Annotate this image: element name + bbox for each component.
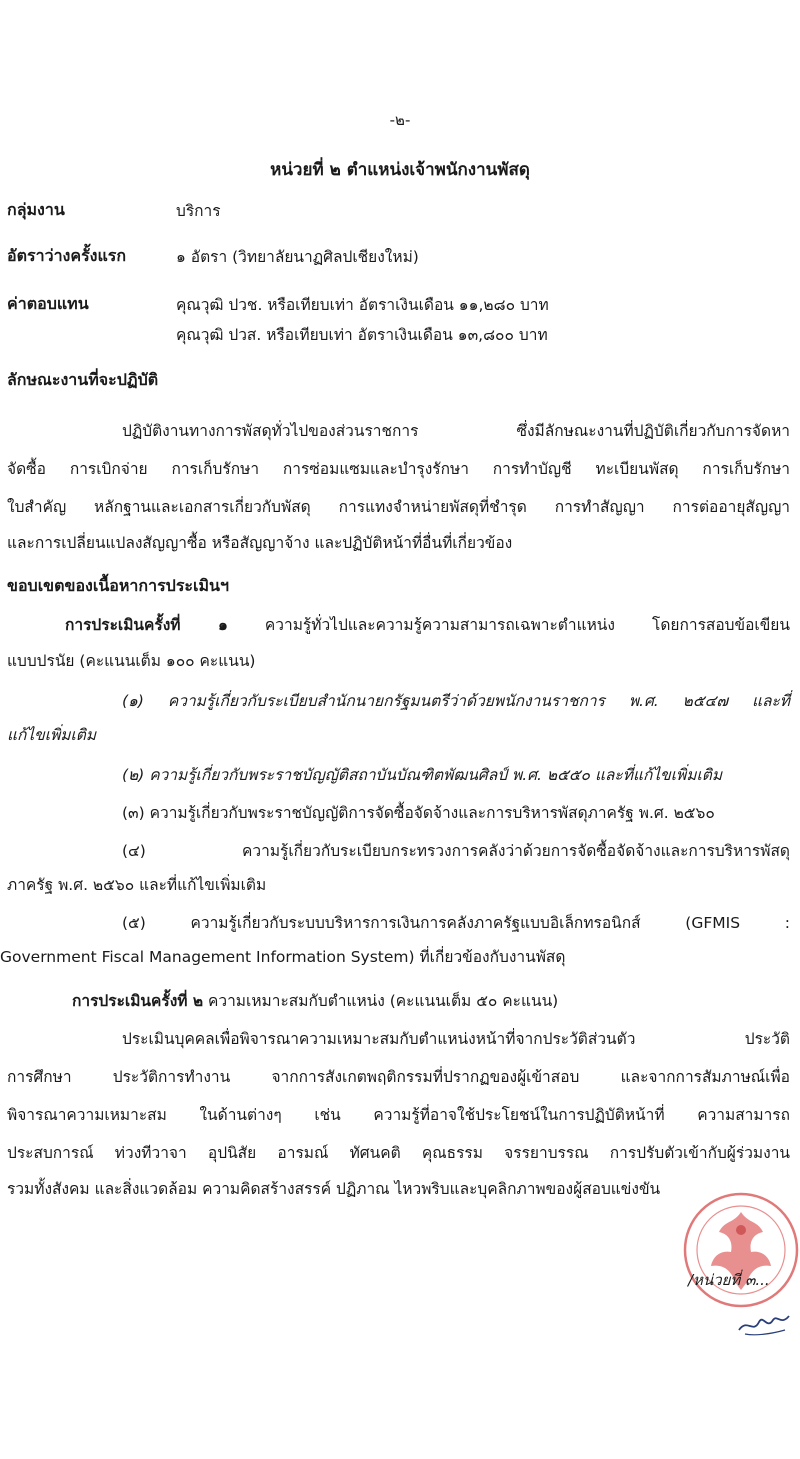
round1-text: ความรู้ทั่วไปและความรู้ความสามารถเฉพาะตำแหน่ง โดยการสอบข้อเขียน <box>227 616 790 634</box>
duties-heading: ลักษณะงานที่จะปฏิบัติ <box>7 370 159 389</box>
scope-item-5: (๕) ความรู้เกี่ยวกับระบบบริหารการเงินการคลังภาครัฐแบบอิเล็กทรอนิกส์ (GFMIS : <box>122 914 790 932</box>
scope-item-1-cont: แก้ไขเพิ่มเติม <box>7 726 97 744</box>
vacancy-value: ๑ อัตรา (วิทยาลัยนาฏศิลปเชียงใหม่) <box>176 248 419 266</box>
round2-body-line: การศึกษา ประวัติการทำงาน จากการสังเกตพฤติกรรมที่ปรากฏของผู้เข้าสอบ และจากการสัมภาษณ์เพื่อ <box>7 1068 790 1086</box>
round1-line-2: แบบปรนัย (คะแนนเต็ม ๑๐๐ คะแนน) <box>7 652 256 670</box>
signature-icon <box>735 1300 795 1340</box>
pay-line-1: คุณวุฒิ ปวช. หรือเทียบเท่า อัตราเงินเดือน ๑๑,๒๘๐ บาท <box>176 296 549 314</box>
round1-line <box>65 612 790 637</box>
duties-line: และการเปลี่ยนแปลงสัญญาซื้อ หรือสัญญาจ้าง และปฏิบัติหน้าที่อื่นที่เกี่ยวข้อง <box>7 534 513 552</box>
scope-item-4-cont: ภาครัฐ พ.ศ. ๒๕๖๐ และที่แก้ไขเพิ่มเติม <box>7 876 267 894</box>
round2-body-line: รวมทั้งสังคม และสิ่งแวดล้อม ความคิดสร้างสรรค์ ปฏิภาณ ไหวพริบและบุคลิกภาพของผู้สอบแข่งขัน <box>7 1180 661 1198</box>
document-title: หน่วยที่ ๒ ตำแหน่งเจ้าพนักงานพัสดุ <box>270 160 530 180</box>
round2-body-line: ประเมินบุคคลเพื่อพิจารณาความเหมาะสมกับตำแหน่งหน้าที่จากประวัติส่วนตัว ประวัติ <box>122 1030 790 1048</box>
round2-line <box>72 988 558 1013</box>
round2-body-line: ประสบการณ์ ท่วงทีวาจา อุปนิสัย อารมณ์ ทัศนคติ คุณธรรม จรรยาบรรณ การปรับตัวเข้ากับผู้ร่วมงาน <box>7 1144 790 1162</box>
official-seal-icon <box>675 1190 800 1310</box>
page-number: -๒- <box>389 111 411 129</box>
scope-item-5-cont: Government Fiscal Management Information System) ที่เกี่ยวข้องกับงานพัสดุ <box>0 948 566 966</box>
scope-item-4: (๔) ความรู้เกี่ยวกับระเบียบกระทรวงการคลังว่าด้วยการจัดซื้อจัดจ้างและการบริหารพัสดุ <box>122 842 790 860</box>
round2-label: การประเมินครั้งที่ ๒ <box>72 992 204 1010</box>
scope-heading: ขอบเขตของเนื้อหาการประเมินฯ <box>7 576 229 595</box>
pay-label: ค่าตอบแทน <box>7 294 89 313</box>
next-page-indicator: /หน่วยที่ ๓... <box>688 1271 770 1289</box>
scope-item-1: (๑) ความรู้เกี่ยวกับระเบียบสำนักนายกรัฐมนตรีว่าด้วยพนักงานราชการ พ.ศ. ๒๕๔๗ และที่ <box>122 692 790 710</box>
group-value: บริการ <box>176 202 221 220</box>
duties-line: ใบสำคัญ หลักฐานและเอกสารเกี่ยวกับพัสดุ การแทงจำหน่ายพัสดุที่ชำรุด การทำสัญญา การต่ออายุสัญญา <box>7 498 790 516</box>
vacancy-label: อัตราว่างครั้งแรก <box>7 246 127 265</box>
round2-text: ความเหมาะสมกับตำแหน่ง (คะแนนเต็ม ๕๐ คะแนน) <box>203 992 559 1010</box>
scope-item-3: (๓) ความรู้เกี่ยวกับพระราชบัญญัติการจัดซื้อจัดจ้างและการบริหารพัสดุภาครัฐ พ.ศ. ๒๕๖๐ <box>122 804 715 822</box>
group-label: กลุ่มงาน <box>7 200 65 219</box>
scope-item-2: (๒) ความรู้เกี่ยวกับพระราชบัญญัติสถาบันบัณฑิตพัฒนศิลป์ พ.ศ. ๒๕๕๐ และที่แก้ไขเพิ่มเติม <box>122 766 723 784</box>
duties-line: จัดซื้อ การเบิกจ่าย การเก็บรักษา การซ่อมแซมและบำรุงรักษา การทำบัญชี ทะเบียนพัสดุ การเก็บรักษา <box>7 460 790 478</box>
round2-body-line: พิจารณาความเหมาะสม ในด้านต่างๆ เช่น ความรู้ที่อาจใช้ประโยชน์ในการปฏิบัติหน้าที่ ความสามารถ <box>7 1106 790 1124</box>
pay-line-2: คุณวุฒิ ปวส. หรือเทียบเท่า อัตราเงินเดือน ๑๓,๘๐๐ บาท <box>176 326 548 344</box>
round1-label: การประเมินครั้งที่ ๑ <box>65 616 228 634</box>
duties-line: ปฏิบัติงานทางการพัสดุทั่วไปของส่วนราชการ ซึ่งมีลักษณะงานที่ปฏิบัติเกี่ยวกับการจัดหา <box>122 422 790 440</box>
